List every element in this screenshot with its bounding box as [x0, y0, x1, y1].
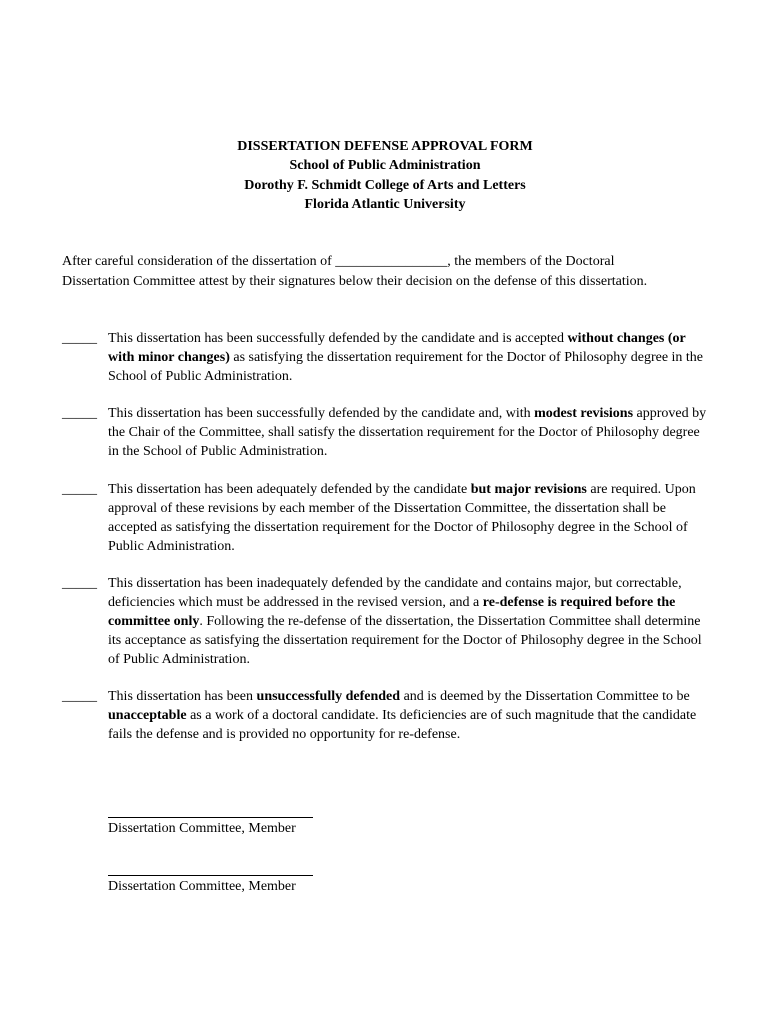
option-text-part: as satisfying the dissertation requirement for the Doctor of Philosophy degree in the School of Public Administration. — [108, 350, 704, 384]
option-modest-revisions — [62, 404, 712, 461]
option-text — [108, 687, 708, 744]
signature-label: Dissertation Committee, Member — [108, 879, 296, 894]
form-header — [0, 137, 770, 214]
option-text-part: This dissertation has been — [108, 689, 257, 704]
intro-paragraph — [62, 252, 712, 291]
option-text-bold: unacceptable — [108, 708, 187, 723]
option-text — [108, 404, 708, 461]
signature-block-1 — [108, 817, 318, 837]
option-text-part: are required. Upon approval of these revisions by each member of the Dissertation Committee, the dissertation shall be accepted as satisfying the dissertation requirement for the Doctor of Philosophy degree in the School of Public Administration. — [108, 482, 696, 554]
checkbox-blank[interactable]: _____ — [62, 576, 97, 591]
signature-block-2 — [108, 875, 318, 895]
option-text-bold: re-defense is required before the committee only — [108, 595, 676, 629]
college-name: Dorothy F. Schmidt College of Arts and Letters — [244, 177, 526, 193]
option-text-part: This dissertation has been inadequately defended by the candidate and contains major, but correctable, deficiencies which must be addressed in the revised version, and a — [108, 576, 682, 610]
option-text — [108, 574, 708, 669]
option-text-bold: without changes (or with minor changes) — [108, 331, 686, 365]
checkbox-blank[interactable]: _____ — [62, 689, 97, 704]
option-accepted — [62, 329, 712, 386]
signature-line[interactable] — [108, 817, 313, 818]
option-unsuccessful — [62, 687, 712, 744]
option-re-defense — [62, 574, 712, 669]
option-text — [108, 480, 708, 556]
form-title: DISSERTATION DEFENSE APPROVAL FORM — [237, 139, 533, 154]
school-name: School of Public Administration — [289, 158, 481, 174]
checkbox-blank[interactable]: _____ — [62, 406, 97, 421]
option-text — [108, 329, 708, 386]
checkbox-blank[interactable]: _____ — [62, 482, 97, 497]
intro-line-2: Dissertation Committee attest by their signatures below their decision on the defense of this dissertation. — [62, 273, 648, 289]
option-text-part: This dissertation has been adequately defended by the candidate — [108, 482, 471, 497]
option-text-bold: unsuccessfully defended — [256, 689, 401, 704]
option-text-part: This dissertation has been successfully defended by the candidate and, with — [108, 406, 535, 421]
option-text-part: approved by the Chair of the Committee, shall satisfy the dissertation requirement for the Doctor of Philosophy degree in the School of Public Administration. — [108, 406, 707, 459]
option-text-part: This dissertation has been successfully defended by the candidate and is accepted — [108, 331, 568, 346]
intro-line-1: After careful consideration of the dissertation of ________________, the members of the Doctoral — [62, 254, 615, 269]
checkbox-blank[interactable]: _____ — [62, 331, 97, 346]
option-text-part: and is deemed by the Dissertation Committee to be — [400, 689, 690, 704]
university-name: Florida Atlantic University — [304, 196, 466, 212]
signature-label: Dissertation Committee, Member — [108, 821, 296, 836]
option-text-bold: modest revisions — [534, 406, 634, 421]
option-major-revisions — [62, 480, 712, 556]
option-text-part: as a work of a doctoral candidate. Its deficiencies are of such magnitude that the candidate fails the defense and is provided no opportunity for re-defense. — [108, 708, 697, 742]
option-text-part: . Following the re-defense of the dissertation, the Dissertation Committee shall determine its acceptance as satisfying the dissertation requirement for the Doctor of Philosophy degree in the School of Public Administration. — [108, 614, 702, 667]
option-text-bold: but major revisions — [470, 482, 587, 497]
signature-line[interactable] — [108, 875, 313, 876]
